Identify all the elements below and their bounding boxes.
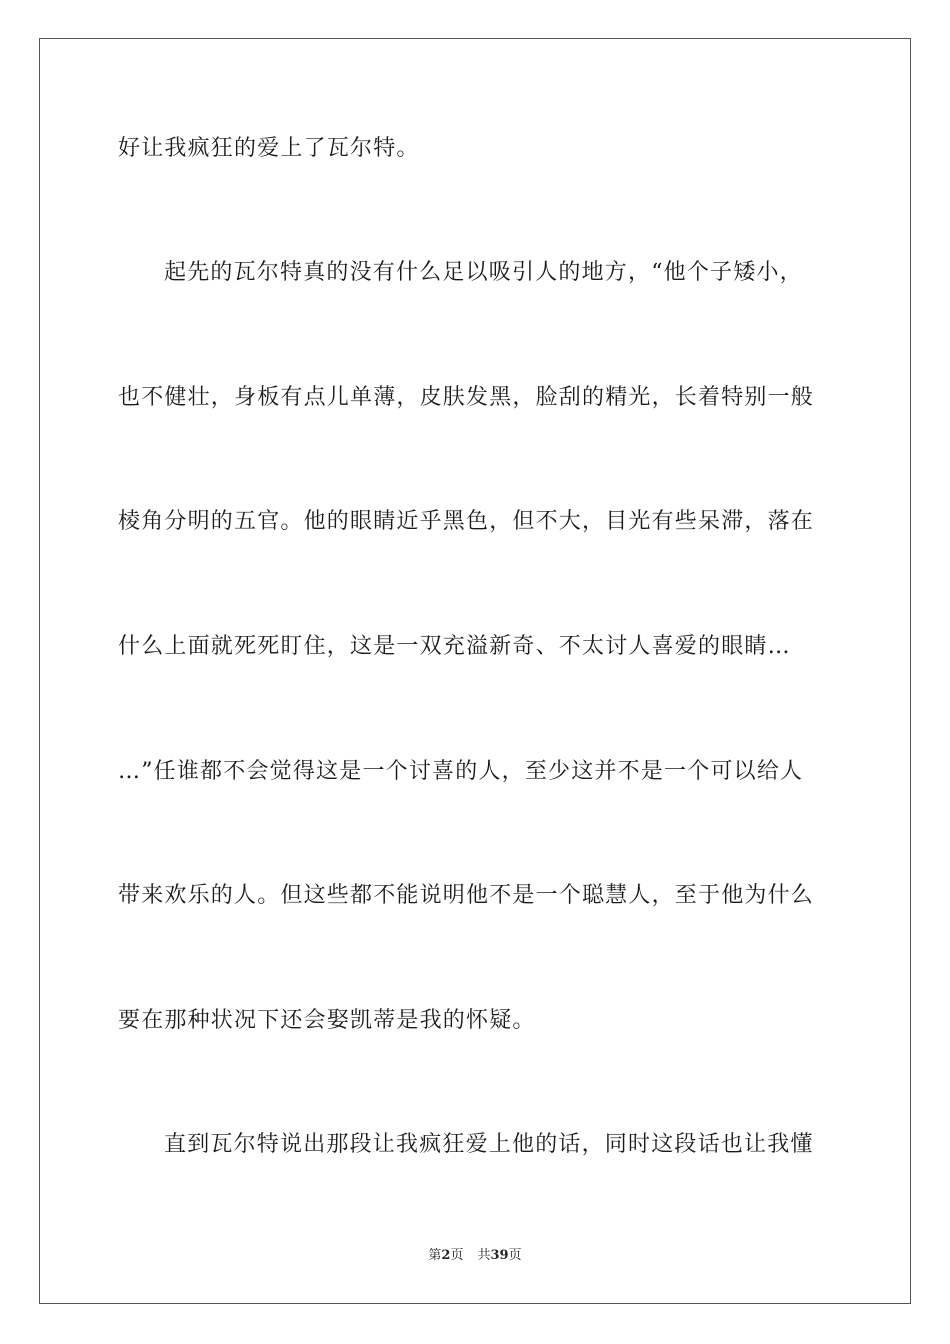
text-line: …”任谁都不会觉得这是一个讨喜的人，至少这并不是一个可以给人	[118, 759, 804, 784]
text-line: 带来欢乐的人。但这些都不能说明他不是一个聪慧人，至于他为什么	[118, 883, 815, 908]
page-number: 2	[441, 1248, 451, 1263]
page-suffix: 页	[450, 1248, 464, 1263]
total-suffix: 页	[508, 1248, 522, 1263]
text-line: 好让我疯狂的爱上了瓦尔特。	[118, 136, 420, 161]
page-footer	[0, 1247, 950, 1265]
total-prefix: 共	[477, 1248, 491, 1263]
paragraph-start-line: 直到瓦尔特说出那段让我疯狂爱上他的话，同时这段话也让我懂	[164, 1132, 814, 1157]
page-border	[39, 38, 911, 1304]
text-line: 也不健壮，身板有点儿单薄，皮肤发黑，脸刮的精光，长着特别一般	[118, 385, 815, 410]
page-prefix: 第	[428, 1248, 442, 1263]
paragraph-start-line: 起先的瓦尔特真的没有什么足以吸引人的地方，“他个子矮小，	[164, 260, 803, 285]
text-line: 棱角分明的五官。他的眼睛近乎黑色，但不大，目光有些呆滞，落在	[118, 509, 815, 534]
text-line: 什么上面就死死盯住，这是一双充溢新奇、不太讨人喜爱的眼睛…	[118, 634, 791, 659]
total-pages: 39	[490, 1248, 509, 1263]
text-line: 要在那种状况下还会娶凯蒂是我的怀疑。	[118, 1008, 536, 1033]
